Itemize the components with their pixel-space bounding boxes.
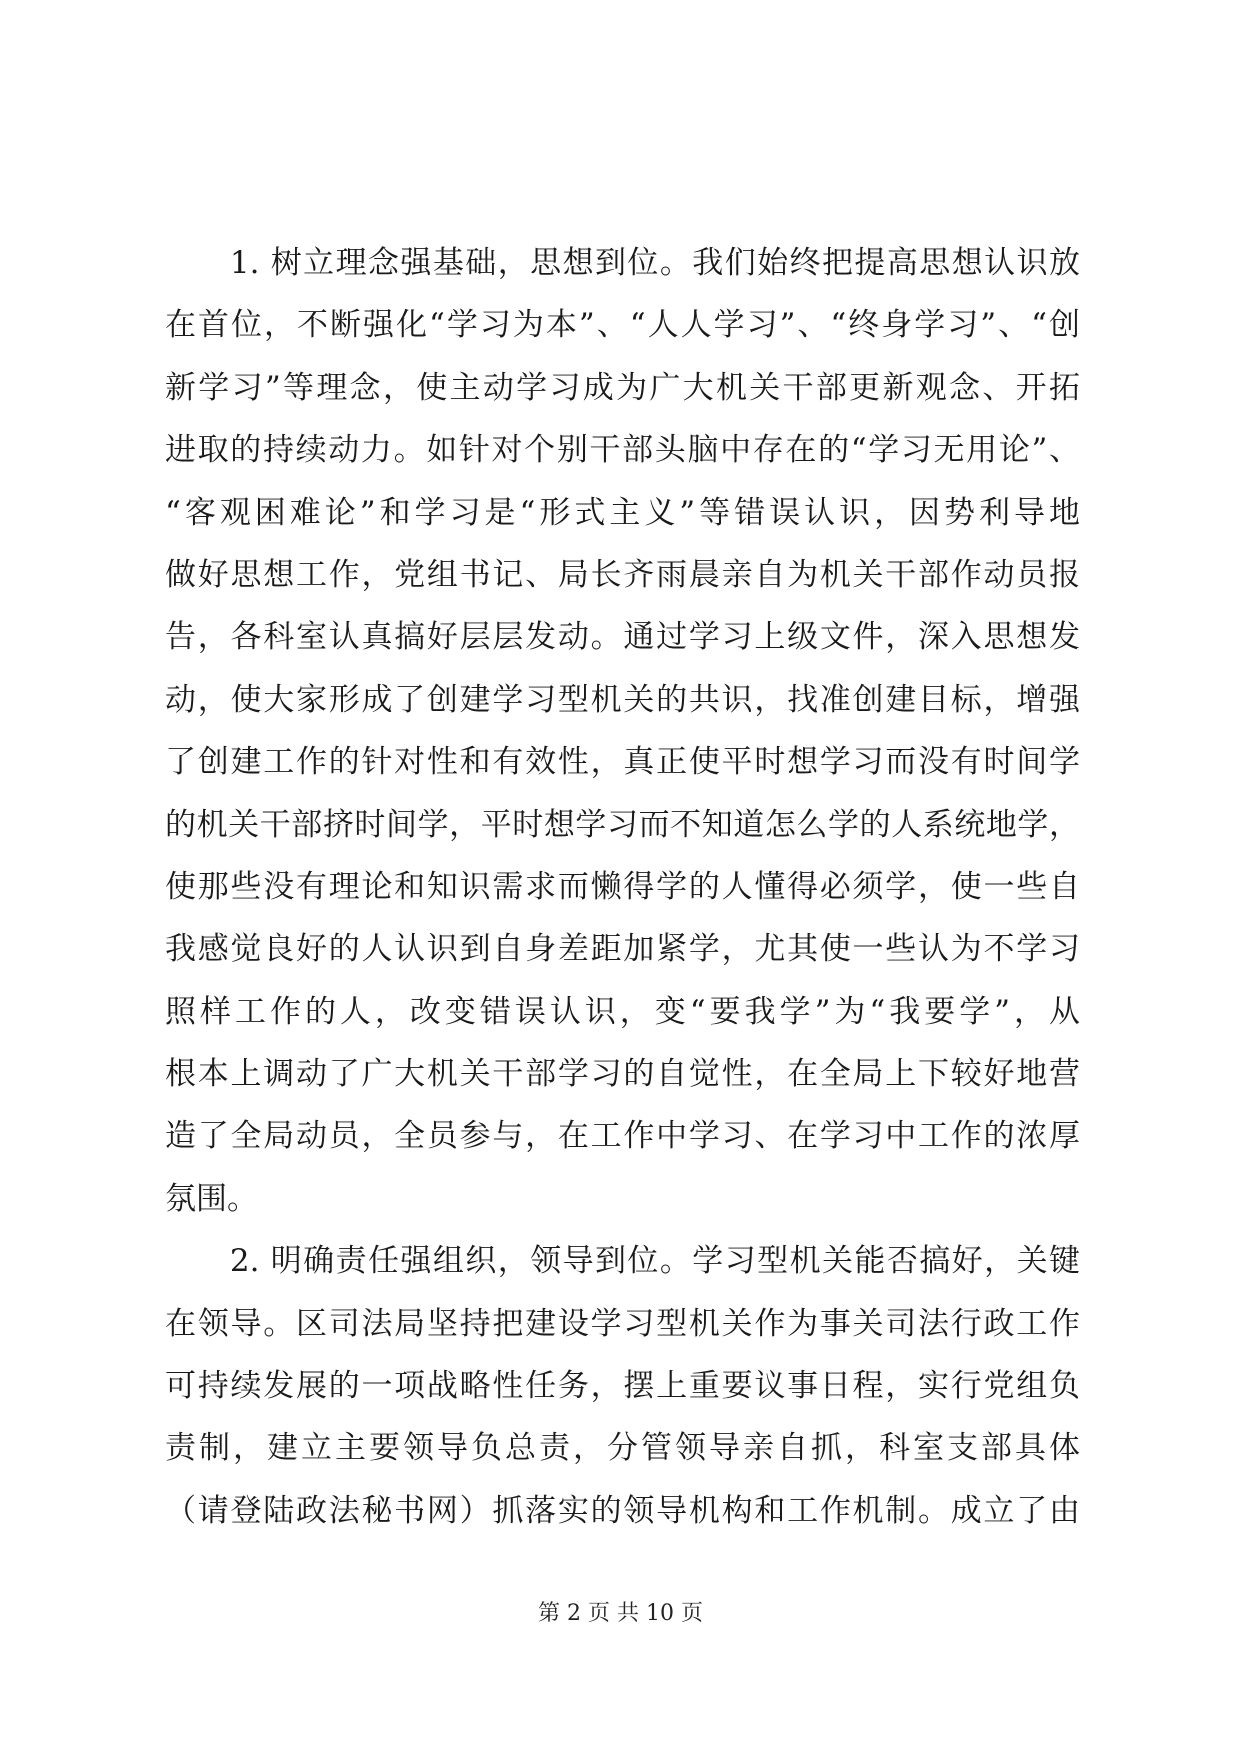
paragraph-1 xyxy=(165,232,1080,1230)
text-line: 动，使大家形成了创建学习型机关的共识，找准创建目标，增强 xyxy=(165,681,1080,718)
text-line: “客观困难论”和学习是“形式主义”等错误认识，因势利导地 xyxy=(165,494,1080,531)
page-footer xyxy=(0,1599,1241,1629)
text-line: 我感觉良好的人认识到自身差距加紧学，尤其使一些认为不学习 xyxy=(165,931,1080,968)
text-line: 造了全局动员，全员参与，在工作中学习、在学习中工作的浓厚 xyxy=(165,1118,1080,1155)
text-line: 在首位，不断强化“学习为本”、“人人学习”、“终身学习”、“创 xyxy=(165,307,1080,344)
text-line: 在领导。区司法局坚持把建设学习型机关作为事关司法行政工作 xyxy=(165,1305,1080,1342)
paragraph-2 xyxy=(165,1230,1080,1542)
text-line: 告，各科室认真搞好层层发动。通过学习上级文件，深入思想发 xyxy=(165,619,1080,656)
text-line: 的机关干部挤时间学，平时想学习而不知道怎么学的人系统地学， xyxy=(165,806,1080,843)
text-line: 照样工作的人，改变错误认识，变“要我学”为“我要学”，从 xyxy=(165,993,1080,1030)
text-line: 氛围。 xyxy=(165,1180,258,1217)
text-line: 2. 明确责任强组织，领导到位。学习型机关能否搞好，关键 xyxy=(165,1243,1080,1280)
text-line: 了创建工作的针对性和有效性，真正使平时想学习而没有时间学 xyxy=(165,744,1080,781)
text-line: 责制，建立主要领导负总责，分管领导亲自抓，科室支部具体 xyxy=(165,1430,1080,1467)
text-line: 1. 树立理念强基础，思想到位。我们始终把提高思想认识放 xyxy=(165,245,1080,281)
text-line: 新学习”等理念，使主动学习成为广大机关干部更新观念、开拓 xyxy=(165,369,1080,406)
text-line: （请登陆政法秘书网）抓落实的领导机构和工作机制。成立了由 xyxy=(165,1492,1080,1529)
text-line: 做好思想工作，党组书记、局长齐雨晨亲自为机关干部作动员报 xyxy=(165,556,1080,593)
text-line: 使那些没有理论和知识需求而懒得学的人懂得必须学，使一些自 xyxy=(165,868,1080,905)
text-line: 进取的持续动力。如针对个别干部头脑中存在的“学习无用论”、 xyxy=(165,432,1080,469)
text-line: 可持续发展的一项战略性任务，摆上重要议事日程，实行党组负 xyxy=(165,1368,1080,1405)
body-text xyxy=(165,232,1080,1542)
page-number-label: 第 2 页 共 10 页 xyxy=(538,1601,703,1626)
text-line: 根本上调动了广大机关干部学习的自觉性，在全局上下较好地营 xyxy=(165,1056,1080,1093)
